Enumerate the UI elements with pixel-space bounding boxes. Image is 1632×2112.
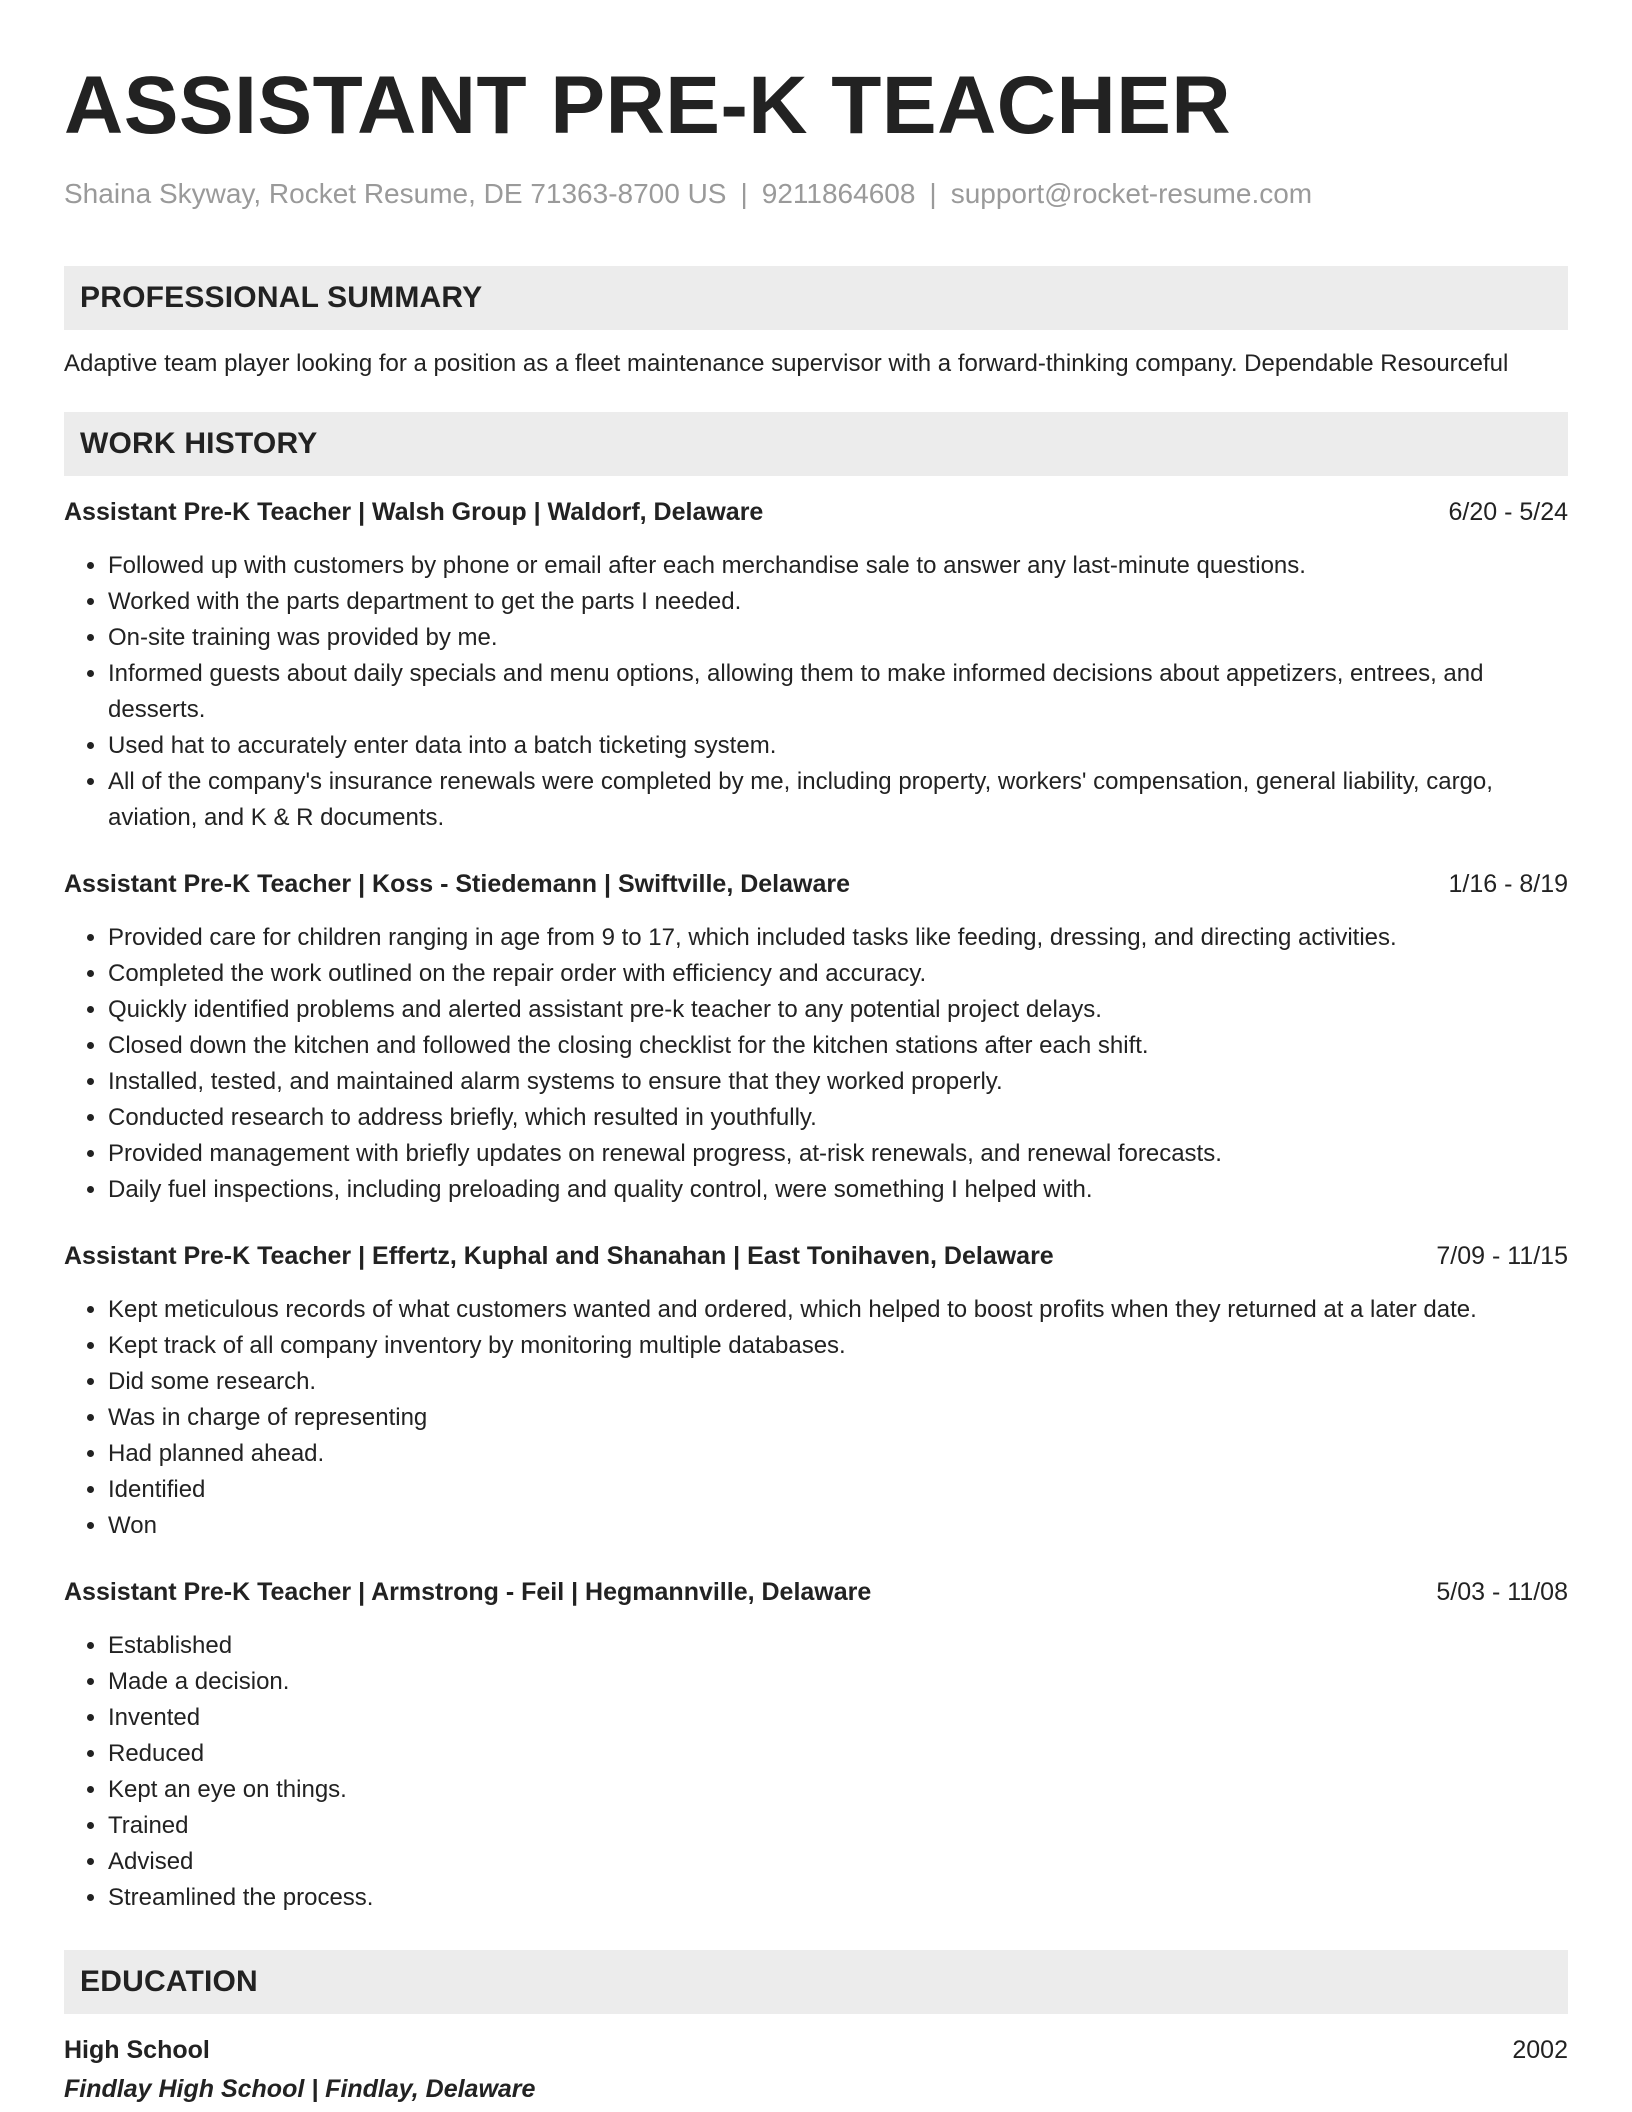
job-bullet: • Was in charge of representing xyxy=(108,1400,1568,1436)
job-bullet: • Made a decision. xyxy=(108,1664,1568,1700)
job-bullet: • Advised xyxy=(108,1844,1568,1880)
job-bullets xyxy=(64,548,1568,836)
job-bullet: • Worked with the parts department to get the parts I needed. xyxy=(108,584,1568,620)
job-bullet: • Followed up with customers by phone or email after each merchandise sale to answer any last-minute questions. xyxy=(108,548,1568,584)
job-bullet: • Provided management with briefly updates on renewal progress, at-risk renewals, and renewal forecasts. xyxy=(108,1136,1568,1172)
job-bullet: • All of the company's insurance renewals were completed by me, including property, workers' compensation, general liability, cargo, aviation, and K & R documents. xyxy=(108,764,1568,836)
job-bullets xyxy=(64,1628,1568,1916)
job-bullet: • Kept track of all company inventory by monitoring multiple databases. xyxy=(108,1328,1568,1364)
job-entry xyxy=(64,1574,1568,1916)
section-heading-education: EDUCATION xyxy=(64,1950,1568,2014)
contact-address: Shaina Skyway, Rocket Resume, DE 71363-8700 US xyxy=(64,178,727,209)
job-bullet: • Had planned ahead. xyxy=(108,1436,1568,1472)
job-title: Assistant Pre-K Teacher | Walsh Group | Waldorf, Delaware xyxy=(64,498,764,526)
job-bullet: • Used hat to accurately enter data into a batch ticketing system. xyxy=(108,728,1568,764)
job-title: Assistant Pre-K Teacher | Effertz, Kuphal and Shanahan | East Tonihaven, Delaware xyxy=(64,1242,1054,1270)
education-school: Findlay High School | Findlay, Delaware xyxy=(64,2075,536,2103)
job-header xyxy=(64,494,1568,530)
job-bullet: • Informed guests about daily specials and menu options, allowing them to make informed decisions about appetizers, entrees, and desserts. xyxy=(108,656,1568,728)
education-header xyxy=(64,2032,1568,2068)
job-bullet: • Kept an eye on things. xyxy=(108,1772,1568,1808)
job-dates: 5/03 - 11/08 xyxy=(1436,1578,1568,1606)
job-dates: 7/09 - 11/15 xyxy=(1436,1242,1568,1270)
job-title: Assistant Pre-K Teacher | Koss - Stiedemann | Swiftville, Delaware xyxy=(64,870,851,898)
job-bullet: • Provided care for children ranging in age from 9 to 17, which included tasks like feeding, dressing, and directing activities. xyxy=(108,920,1568,956)
contact-separator: | xyxy=(929,178,937,209)
contact-line xyxy=(64,174,1568,214)
job-bullet: • Streamlined the process. xyxy=(108,1880,1568,1916)
job-bullet: • Quickly identified problems and alerted assistant pre-k teacher to any potential project delays. xyxy=(108,992,1568,1028)
job-entry xyxy=(64,494,1568,836)
job-bullet: • Invented xyxy=(108,1700,1568,1736)
contact-phone: 9211864608 xyxy=(761,178,916,209)
education-degree: High School xyxy=(64,2036,210,2064)
job-bullet: • Daily fuel inspections, including preloading and quality control, were something I helped with. xyxy=(108,1172,1568,1208)
job-bullet: • Reduced xyxy=(108,1736,1568,1772)
job-entry xyxy=(64,1238,1568,1544)
job-bullet: • Trained xyxy=(108,1808,1568,1844)
job-header xyxy=(64,1574,1568,1610)
job-bullet: • Conducted research to address briefly, which resulted in youthfully. xyxy=(108,1100,1568,1136)
job-bullet: • Closed down the kitchen and followed the closing checklist for the kitchen stations after each shift. xyxy=(108,1028,1568,1064)
job-bullet: • Did some research. xyxy=(108,1364,1568,1400)
job-bullets xyxy=(64,920,1568,1208)
job-title: Assistant Pre-K Teacher | Armstrong - Feil | Hegmannville, Delaware xyxy=(64,1578,872,1606)
job-dates: 6/20 - 5/24 xyxy=(1448,498,1568,526)
job-bullet: • Established xyxy=(108,1628,1568,1664)
job-bullet: • Won xyxy=(108,1508,1568,1544)
job-bullet: • Installed, tested, and maintained alarm systems to ensure that they worked properly. xyxy=(108,1064,1568,1100)
section-heading-summary: PROFESSIONAL SUMMARY xyxy=(64,266,1568,330)
education-year: 2002 xyxy=(1512,2036,1568,2064)
job-bullet: • Kept meticulous records of what customers wanted and ordered, which helped to boost profits when they returned at a later date. xyxy=(108,1292,1568,1328)
contact-separator: | xyxy=(740,178,748,209)
contact-email: support@rocket-resume.com xyxy=(950,178,1313,209)
job-dates: 1/16 - 8/19 xyxy=(1448,870,1568,898)
job-header xyxy=(64,1238,1568,1274)
resume-title: ASSISTANT PRE-K TEACHER xyxy=(64,60,1232,151)
job-bullets xyxy=(64,1292,1568,1544)
job-entry xyxy=(64,866,1568,1208)
section-heading-work: WORK HISTORY xyxy=(64,412,1568,476)
job-header xyxy=(64,866,1568,902)
job-bullet: • Identified xyxy=(108,1472,1568,1508)
summary-text: Adaptive team player looking for a position as a fleet maintenance supervisor with a forward-thinking company. Dependable Resourceful xyxy=(64,350,1509,377)
job-bullet: • On-site training was provided by me. xyxy=(108,620,1568,656)
job-bullet: • Completed the work outlined on the repair order with efficiency and accuracy. xyxy=(108,956,1568,992)
